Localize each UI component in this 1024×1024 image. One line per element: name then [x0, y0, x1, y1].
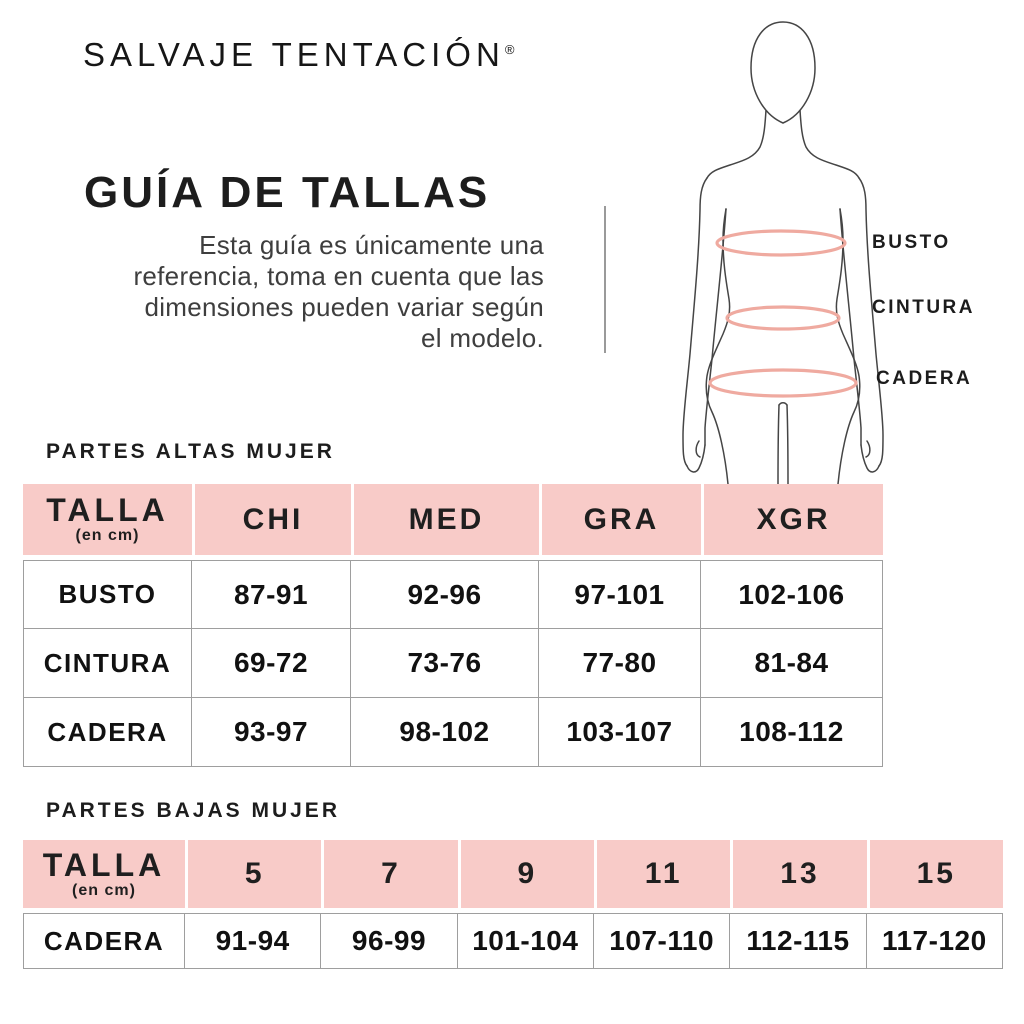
value-cell: 101-104 — [458, 914, 594, 968]
value-cell: 108-112 — [701, 698, 883, 766]
brand-name: SALVAJE TENTACIÓN — [83, 36, 505, 73]
crotch-line — [779, 403, 787, 405]
value-cell: 93-97 — [192, 698, 351, 766]
size-header-cell: CHI — [192, 484, 351, 555]
value-cell: 87-91 — [192, 561, 351, 628]
description-line: dimensiones pueden variar según — [144, 292, 544, 322]
value-cell: 107-110 — [594, 914, 730, 968]
registered-trademark-symbol: ® — [504, 42, 515, 57]
table-row — [23, 560, 883, 629]
bust-measure-line — [717, 231, 845, 255]
neck-left-line — [707, 110, 766, 178]
value-cell: 117-120 — [867, 914, 1003, 968]
talla-header-cell — [23, 484, 192, 555]
size-header-cell: GRA — [539, 484, 701, 555]
table-row — [23, 913, 1003, 969]
size-header-cell: 11 — [594, 840, 730, 908]
size-header-cell: 7 — [321, 840, 457, 908]
value-cell: 112-115 — [730, 914, 866, 968]
row-label-cell: CINTURA — [23, 629, 192, 697]
table-row — [23, 698, 883, 767]
talla-header-cell — [23, 840, 185, 908]
value-cell: 98-102 — [351, 698, 539, 766]
size-header-cell: 5 — [185, 840, 321, 908]
left-arm-outer-line — [683, 178, 707, 466]
talla-header-label: TALLA — [42, 846, 166, 883]
hip-measure-line — [710, 370, 856, 396]
body-outline-group — [683, 22, 883, 484]
vertical-divider — [604, 206, 606, 353]
row-label-cell: BUSTO — [23, 561, 192, 628]
size-header-cell: MED — [351, 484, 539, 555]
talla-header-unit: (en cm) — [72, 881, 136, 899]
size-header-cell: 15 — [867, 840, 1003, 908]
table-row — [23, 629, 883, 698]
torso-right-and-leg-line — [836, 209, 859, 484]
head-outline — [751, 22, 815, 123]
right-finger-curl — [866, 441, 870, 457]
value-cell: 92-96 — [351, 561, 539, 628]
hip-label: CADERA — [876, 368, 973, 389]
description-line: el modelo. — [421, 323, 544, 353]
bottoms-table-header-row — [23, 840, 1003, 908]
size-header-cell: 13 — [730, 840, 866, 908]
value-cell: 69-72 — [192, 629, 351, 697]
size-header-cell: 9 — [458, 840, 594, 908]
value-cell: 73-76 — [351, 629, 539, 697]
section-title-tops: PARTES ALTAS MUJER — [46, 440, 335, 463]
size-header-cell: XGR — [701, 484, 883, 555]
guide-description — [58, 230, 544, 354]
right-arm-outer-line — [859, 178, 883, 466]
value-cell: 97-101 — [539, 561, 701, 628]
brand-logo — [83, 36, 514, 74]
inner-right-leg-line — [787, 405, 788, 484]
page-title: GUÍA DE TALLAS — [84, 168, 491, 217]
section-title-bottoms: PARTES BAJAS MUJER — [46, 799, 340, 822]
bottoms-table-body — [23, 913, 1003, 969]
waist-label: CINTURA — [872, 297, 975, 318]
value-cell: 96-99 — [321, 914, 457, 968]
neck-right-line — [800, 110, 859, 178]
inner-left-leg-line — [778, 405, 779, 484]
bottoms-size-table — [23, 840, 1003, 969]
value-cell: 81-84 — [701, 629, 883, 697]
tops-table-header-row — [23, 484, 883, 555]
row-label-cell: CADERA — [23, 698, 192, 766]
waist-measure-line — [727, 307, 839, 329]
bust-label: BUSTO — [872, 232, 951, 253]
description-line: Esta guía es únicamente una — [199, 230, 544, 260]
measurement-lines-group — [710, 231, 856, 396]
value-cell: 103-107 — [539, 698, 701, 766]
tops-table-body — [23, 560, 883, 767]
value-cell: 91-94 — [185, 914, 321, 968]
talla-header-unit: (en cm) — [75, 527, 140, 544]
value-cell: 77-80 — [539, 629, 701, 697]
left-finger-curl — [696, 441, 700, 457]
description-line: referencia, toma en cuenta que las — [133, 261, 544, 291]
talla-header-label: TALLA — [46, 492, 169, 528]
row-label-cell: CADERA — [23, 914, 185, 968]
tops-size-table — [23, 484, 883, 767]
value-cell: 102-106 — [701, 561, 883, 628]
